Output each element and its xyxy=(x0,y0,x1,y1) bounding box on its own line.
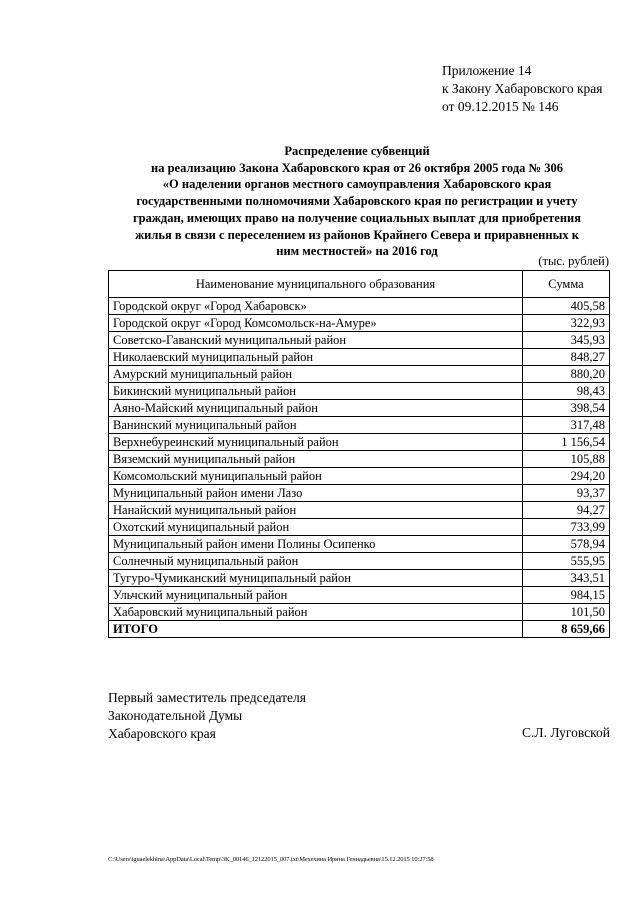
municipality-name: Вяземский муниципальный район xyxy=(109,451,523,468)
subsidy-amount: 343,51 xyxy=(523,570,610,587)
total-row xyxy=(109,621,610,638)
subsidy-amount: 578,94 xyxy=(523,536,610,553)
table-row xyxy=(109,468,610,485)
table-row xyxy=(109,587,610,604)
header-municipality: Наименование муниципального образования xyxy=(109,271,523,298)
municipality-name: Городской округ «Город Комсомольск-на-Амуре» xyxy=(109,315,523,332)
subsidy-amount: 317,48 xyxy=(523,417,610,434)
total-amount: 8 659,66 xyxy=(523,621,610,638)
municipality-name: Николаевский муниципальный район xyxy=(109,349,523,366)
municipality-name: Муниципальный район имени Полины Осипенко xyxy=(109,536,523,553)
municipality-name: Бикинский муниципальный район xyxy=(109,383,523,400)
table-row xyxy=(109,417,610,434)
table-row xyxy=(109,400,610,417)
subsidy-amount: 1 156,54 xyxy=(523,434,610,451)
subsidy-amount: 105,88 xyxy=(523,451,610,468)
municipality-name: Верхнебуреинский муниципальный район xyxy=(109,434,523,451)
table-row xyxy=(109,349,610,366)
municipality-name: Аяно-Майский муниципальный район xyxy=(109,400,523,417)
municipality-name: Комсомольский муниципальный район xyxy=(109,468,523,485)
subsidy-amount: 848,27 xyxy=(523,349,610,366)
title-line: государственными полномочиями Хабаровского края по регистрации и учету xyxy=(136,194,578,209)
table-row xyxy=(109,570,610,587)
municipality-name: Городской округ «Город Хабаровск» xyxy=(109,298,523,315)
subsidy-amount: 880,20 xyxy=(523,366,610,383)
municipality-name: Тугуро-Чумиканский муниципальный район xyxy=(109,570,523,587)
subsidy-amount: 733,99 xyxy=(523,519,610,536)
subsidy-amount: 398,54 xyxy=(523,400,610,417)
document-title xyxy=(103,143,611,260)
subsidy-amount: 101,50 xyxy=(523,604,610,621)
title-line: граждан, имеющих право на получение социальных выплат для приобретения xyxy=(132,210,582,225)
municipality-name: Хабаровский муниципальный район xyxy=(109,604,523,621)
table-row xyxy=(109,315,610,332)
appendix-date: от 09.12.2015 № 146 xyxy=(442,99,559,114)
appendix-law-reference: к Закону Хабаровского края xyxy=(442,81,603,96)
subsidy-amount: 98,43 xyxy=(523,383,610,400)
subsidy-amount: 94,27 xyxy=(523,502,610,519)
title-line: «О наделении органов местного самоуправления Хабаровского края xyxy=(162,177,552,192)
table-header-row xyxy=(109,271,610,298)
footer-file-path: C:\Users\iguaelekhina\AppData\Local\Temp\3K_00146_12122015_007.txt\Мехехина Ирина Геннадьевна\15.12.2015 10:27:58 xyxy=(108,856,434,863)
subsidy-amount: 294,20 xyxy=(523,468,610,485)
signer-name: С.Л. Луговской xyxy=(522,725,610,740)
subsidy-amount: 984,15 xyxy=(523,587,610,604)
table-row xyxy=(109,451,610,468)
table-row xyxy=(109,519,610,536)
municipality-name: Муниципальный район имени Лазо xyxy=(109,485,523,502)
subsidy-amount: 345,93 xyxy=(523,332,610,349)
title-line: на реализацию Закона Хабаровского края от 26 октября 2005 года № 306 xyxy=(151,160,563,175)
title-line: ним местностей» на 2016 год xyxy=(276,244,438,259)
table-row xyxy=(109,502,610,519)
table-row xyxy=(109,332,610,349)
appendix-number: Приложение 14 xyxy=(442,63,532,78)
table-row xyxy=(109,604,610,621)
subsidy-amount: 93,37 xyxy=(523,485,610,502)
signature-position: Первый заместитель председателя xyxy=(108,690,306,705)
municipality-name: Ванинский муниципальный район xyxy=(109,417,523,434)
units-label: (тыс. рублей) xyxy=(538,254,609,268)
municipality-name: Солнечный муниципальный район xyxy=(109,553,523,570)
municipality-name: Ульчский муниципальный район xyxy=(109,587,523,604)
municipality-name: Охотский муниципальный район xyxy=(109,519,523,536)
header-sum: Сумма xyxy=(523,271,610,298)
subsidy-table xyxy=(108,270,610,638)
table-row xyxy=(109,383,610,400)
table-row xyxy=(109,366,610,383)
table-row xyxy=(109,536,610,553)
subsidy-amount: 555,95 xyxy=(523,553,610,570)
total-label: ИТОГО xyxy=(109,621,523,638)
table-body xyxy=(109,298,610,638)
municipality-name: Нанайский муниципальный район xyxy=(109,502,523,519)
municipality-name: Амурский муниципальный район xyxy=(109,366,523,383)
subsidy-amount: 405,58 xyxy=(523,298,610,315)
appendix-header xyxy=(442,62,603,116)
table-row xyxy=(109,553,610,570)
signature-region: Хабаровского края xyxy=(108,726,216,741)
signature-body: Законодательной Думы xyxy=(108,708,243,723)
title-line: жилья в связи с переселением из районов Крайнего Севера и приравненных к xyxy=(135,227,579,242)
table-row xyxy=(109,434,610,451)
signature-block xyxy=(108,689,306,743)
table-row xyxy=(109,298,610,315)
table-row xyxy=(109,485,610,502)
municipality-name: Советско-Гаванский муниципальный район xyxy=(109,332,523,349)
title-line: Распределение субвенций xyxy=(284,144,430,158)
subsidy-amount: 322,93 xyxy=(523,315,610,332)
